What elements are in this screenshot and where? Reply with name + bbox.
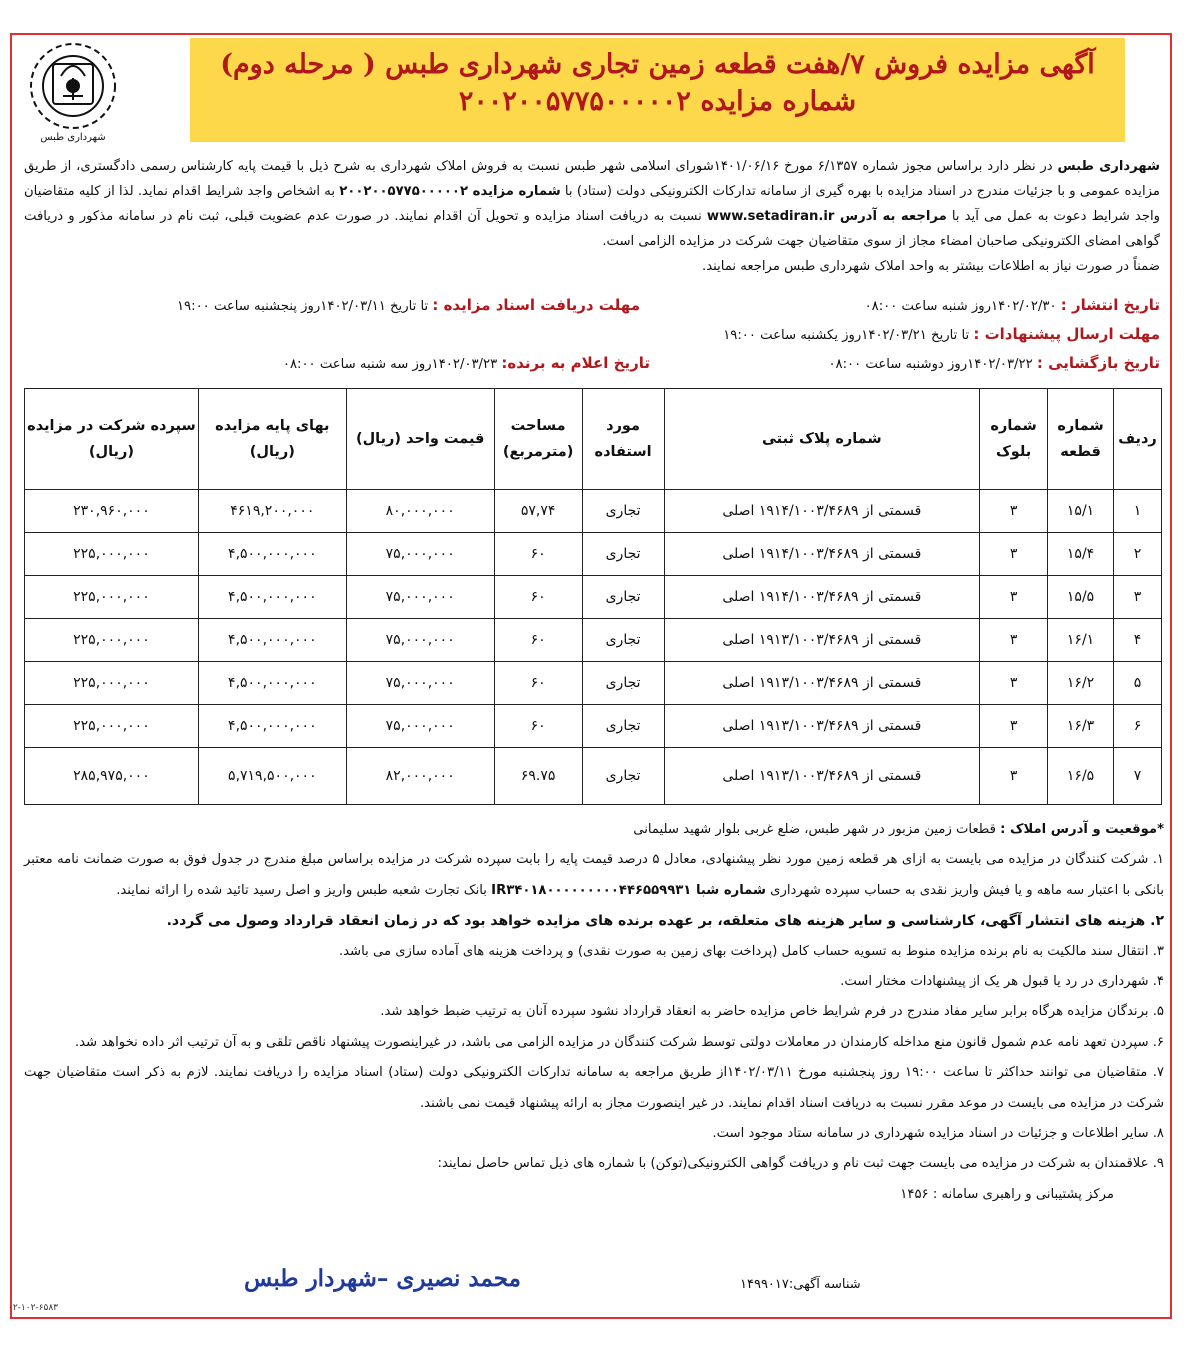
- col-header-deposit: سپرده شرکت در مزایده (ریال): [25, 389, 199, 490]
- location-label: *موقعیت و آدرس املاک :: [1000, 822, 1164, 837]
- cell-area: ۶۹.۷۵: [494, 748, 582, 805]
- condition-6: ۶. سپردن تعهد نامه عدم شمول قانون منع مداخله کارمندان در معاملات دولتی توسط شرکت کنندگان در مزایده الزامی می باشد، در غیراینصورت پیشنهاد ناقص تلقی و به آن ترتیب اثر داده نخواهد شد.: [74, 1034, 1164, 1050]
- submit-deadline-label: مهلت ارسال پیشنهادات :: [973, 325, 1160, 343]
- cell-usage: تجاری: [582, 576, 664, 619]
- cell-row-number: ۲: [1114, 533, 1162, 576]
- cell-area: ۶۰: [494, 619, 582, 662]
- cell-block-number: ۳: [980, 619, 1048, 662]
- cell-area: ۵۷,۷۴: [494, 490, 582, 533]
- support-center: مرکز پشتیبانی و راهبری سامانه : ۱۴۵۶: [900, 1186, 1114, 1202]
- submit-deadline-value: تا تاریخ ۱۴۰۲/۰۳/۲۱روز یکشنبه ساعت ۱۹:۰۰: [723, 328, 974, 343]
- cell-block-number: ۳: [980, 576, 1048, 619]
- cell-usage: تجاری: [582, 533, 664, 576]
- side-code: ۰۲-۱۰۲-۶۵۸۳: [8, 1303, 59, 1313]
- docs-deadline-value: تا تاریخ ۱۴۰۲/۰۳/۱۱روز پنجشنبه ساعت ۱۹:۰۰: [176, 299, 433, 314]
- cell-unit-price: ۸۰,۰۰۰,۰۰۰: [346, 490, 494, 533]
- cell-base-price: ۴,۵۰۰,۰۰۰,۰۰۰: [198, 662, 346, 705]
- cell-usage: تجاری: [582, 748, 664, 805]
- location-line: [24, 815, 1164, 845]
- cell-usage: تجاری: [582, 619, 664, 662]
- condition-3: ۳. انتقال سند مالکیت به نام برنده مزایده منوط به تسویه حساب کامل (پرداخت بهای زمین به صورت نقدی) و پرداخت هزینه های آماده سازی می باشد.: [338, 943, 1164, 959]
- title-banner: [190, 38, 1125, 142]
- cell-base-price: ۴,۵۰۰,۰۰۰,۰۰۰: [198, 576, 346, 619]
- cell-block-number: ۳: [980, 748, 1048, 805]
- sheba-number: شماره شبا IR۳۴۰۱۸۰۰۰۰۰۰۰۰۰۴۴۶۵۵۹۹۳۱: [491, 882, 766, 898]
- table-header-row: [25, 389, 1162, 490]
- cell-unit-price: ۸۲,۰۰۰,۰۰۰: [346, 748, 494, 805]
- cell-row-number: ۱: [1114, 490, 1162, 533]
- winner-date-label: تاریخ اعلام به برنده:: [501, 354, 650, 372]
- col-header-area: مساحت (مترمربع): [494, 389, 582, 490]
- cell-plate-number: قسمتی از ۱۹۱۳/۱۰۰۳/۴۶۸۹ اصلی: [664, 662, 980, 705]
- table-row: [25, 490, 1162, 533]
- cell-unit-price: ۷۵,۰۰۰,۰۰۰: [346, 705, 494, 748]
- cell-usage: تجاری: [582, 490, 664, 533]
- publish-date-value: ۱۴۰۲/۰۲/۳۰روز شنبه ساعت ۰۸:۰۰: [864, 299, 1061, 314]
- intro-paragraph: [24, 154, 1160, 279]
- cell-lot-number: ۱۶/۵: [1048, 748, 1114, 805]
- dates-section: [24, 296, 1160, 383]
- col-header-plate-number: شماره پلاک ثبتی: [664, 389, 980, 490]
- cell-deposit: ۲۲۵,۰۰۰,۰۰۰: [25, 705, 199, 748]
- intro-text-1: در نظر دارد براساس مجوز شماره ۶/۱۳۵۷ مورخ ۱۴۰۱/۰۶/۱۶شورای اسلامی شهر طبس نسبت به فروش املاک شهرداری به شرح ذیل با قیمت پایه کارشناس رسمی دادگستری، از طریق مزایده عمومی و با جزئیات مندرج در اسناد مزایده با بهره گیری از سامانه تدارکات الکترونیکی دولت (ستاد) با: [24, 159, 1160, 199]
- cell-base-price: ۵,۷۱۹,۵۰۰,۰۰۰: [198, 748, 346, 805]
- col-header-usage: مورد استفاده: [582, 389, 664, 490]
- intro-text-2: به اشخاص واجد شرایط اقدام نماید. لذا از کلیه متقاضیان واجد شرایط دعوت به عمل می آید با: [24, 184, 1161, 224]
- cell-deposit: ۲۲۵,۰۰۰,۰۰۰: [25, 662, 199, 705]
- cell-area: ۶۰: [494, 576, 582, 619]
- setad-website-link[interactable]: مراجعه به آدرس www.setadiran.ir: [706, 209, 947, 224]
- cell-base-price: ۴۶۱۹,۲۰۰,۰۰۰: [198, 490, 346, 533]
- table-row: [25, 662, 1162, 705]
- cell-base-price: ۴,۵۰۰,۰۰۰,۰۰۰: [198, 533, 346, 576]
- cell-plate-number: قسمتی از ۱۹۱۳/۱۰۰۳/۴۶۸۹ اصلی: [664, 748, 980, 805]
- condition-1: [24, 845, 1164, 906]
- cell-lot-number: ۱۶/۱: [1048, 619, 1114, 662]
- winner-date-value: ۱۴۰۲/۰۳/۲۳روز سه شنبه ساعت ۰۸:۰۰: [282, 357, 502, 372]
- cell-deposit: ۲۲۵,۰۰۰,۰۰۰: [25, 533, 199, 576]
- cell-usage: تجاری: [582, 705, 664, 748]
- cell-unit-price: ۷۵,۰۰۰,۰۰۰: [346, 619, 494, 662]
- ad-title: آگهی مزایده فروش ۷/هفت قطعه زمین تجاری شهرداری طبس ( مرحله دوم): [220, 49, 1095, 80]
- intro-text-3: نسبت به دریافت اسناد مزایده و تحویل آن اقدام نمایند. در صورت عدم عضویت قبلی، ثبت نام در سامانه مذکور و دریافت گواهی امضای الکترونیکی صاحبان امضاء مجاز از سوی متقاضیان جهت شرکت در مزایده الزامی است.: [24, 209, 1160, 249]
- cell-block-number: ۳: [980, 662, 1048, 705]
- condition-7: ۷. متقاضیان می توانند حداکثر تا ساعت ۱۹:۰۰ روز پنجشنبه مورخ ۱۴۰۲/۰۳/۱۱از طریق مراجعه به سامانه تدارکات الکترونیکی دولت (ستاد) اسناد مزایده را دریافت نمایند. لازم به ذکر است متقاضیان جهت شرکت در مزایده می بایست در موعد مقرر نسبت به دریافت اسناد اقدام نمایند. در غیر اینصورت مجاز به ارائه پیشنهاد قیمت نمی باشند.: [24, 1065, 1164, 1111]
- condition-5: ۵. برندگان مزایده هرگاه برابر سایر مفاد مندرج در فرم شرایط خاص مزایده حاضر به انعقاد قرارداد نشود سپرده آنان به ترتیب ضبط خواهد شد.: [380, 1004, 1164, 1020]
- cell-lot-number: ۱۵/۱: [1048, 490, 1114, 533]
- cell-deposit: ۲۸۵,۹۷۵,۰۰۰: [25, 748, 199, 805]
- intro-org: شهرداری طبس: [1057, 159, 1160, 174]
- ad-id: شناسه آگهی:۱۴۹۹۰۱۷: [740, 1277, 861, 1292]
- opening-date-value: ۱۴۰۲/۰۳/۲۲روز دوشنبه ساعت ۰۸:۰۰: [828, 357, 1037, 372]
- col-header-base-price: بهای پایه مزایده (ریال): [198, 389, 346, 490]
- cell-row-number: ۶: [1114, 705, 1162, 748]
- cell-deposit: ۲۳۰,۹۶۰,۰۰۰: [25, 490, 199, 533]
- condition-1-text-a: ۱. شرکت کنندگان در مزایده می بایست به ازای هر قطعه زمین مورد نظر پیشنهادی، معادل ۵ درصد قیمت پایه را بابت سپرده شرکت در مزایده براساس مبلغ مندرج در جدول فوق به صورت ضمانت نامه معتبر بانکی با اعتبار سه ماهه و یا فیش واریز نقدی به حساب سپرده شهرداری: [24, 852, 1165, 898]
- docs-deadline-label: مهلت دریافت اسناد مزایده :: [432, 296, 640, 314]
- cell-row-number: ۳: [1114, 576, 1162, 619]
- condition-8: ۸. سایر اطلاعات و جزئیات در اسناد مزایده شهرداری در سامانه ستاد موجود است.: [712, 1126, 1164, 1142]
- cell-deposit: ۲۲۵,۰۰۰,۰۰۰: [25, 619, 199, 662]
- cell-area: ۶۰: [494, 662, 582, 705]
- location-text: قطعات زمین مزبور در شهر طبس، ضلع غربی بلوار شهید سلیمانی: [633, 822, 1001, 837]
- col-header-unit-price: قیمت واحد (ریال): [346, 389, 494, 490]
- cell-lot-number: ۱۶/۳: [1048, 705, 1114, 748]
- cell-lot-number: ۱۶/۲: [1048, 662, 1114, 705]
- intro-bid-number: شماره مزایده ۲۰۰۲۰۰۵۷۷۵۰۰۰۰۰۲: [339, 184, 561, 199]
- docs-deadline: [177, 296, 640, 314]
- intro-text-4: ضمناً در صورت نیاز به اطلاعات بیشتر به واحد املاک شهرداری طبس مراجعه نمایند.: [702, 259, 1160, 274]
- winner-date: [283, 354, 650, 372]
- cell-block-number: ۳: [980, 490, 1048, 533]
- cell-base-price: ۴,۵۰۰,۰۰۰,۰۰۰: [198, 619, 346, 662]
- cell-lot-number: ۱۵/۴: [1048, 533, 1114, 576]
- table-row: [25, 748, 1162, 805]
- col-header-lot-number: شماره قطعه: [1048, 389, 1114, 490]
- cell-row-number: ۵: [1114, 662, 1162, 705]
- cell-unit-price: ۷۵,۰۰۰,۰۰۰: [346, 533, 494, 576]
- opening-date-label: تاریخ بازگشایی :: [1036, 354, 1160, 372]
- cell-deposit: ۲۲۵,۰۰۰,۰۰۰: [25, 576, 199, 619]
- auction-number: شماره مزایده ۲۰۰۲۰۰۵۷۷۵۰۰۰۰۰۲: [458, 86, 857, 117]
- table-row: [25, 619, 1162, 662]
- table-row: [25, 705, 1162, 748]
- mayor-signature: محمد نصیری –شهردار طبس: [244, 1265, 521, 1292]
- cell-block-number: ۳: [980, 533, 1048, 576]
- lots-table: [24, 388, 1162, 805]
- cell-plate-number: قسمتی از ۱۹۱۳/۱۰۰۳/۴۶۸۹ اصلی: [664, 619, 980, 662]
- condition-4: ۴. شهرداری در رد یا قبول هر یک از پیشنهادات مختار است.: [840, 974, 1164, 990]
- cell-lot-number: ۱۵/۵: [1048, 576, 1114, 619]
- conditions-section: [24, 815, 1164, 1210]
- logo-caption: شهرداری طبس: [40, 132, 106, 143]
- cell-row-number: ۷: [1114, 748, 1162, 805]
- cell-plate-number: قسمتی از ۱۹۱۴/۱۰۰۳/۴۶۸۹ اصلی: [664, 490, 980, 533]
- col-header-block-number: شماره بلوک: [980, 389, 1048, 490]
- condition-1-text-b: بانک تجارت شعبه طبس واریز و اصل رسید تائید شده را ارائه نمایند.: [116, 882, 492, 898]
- publish-date-label: تاریخ انتشار :: [1060, 296, 1160, 314]
- cell-base-price: ۴,۵۰۰,۰۰۰,۰۰۰: [198, 705, 346, 748]
- cell-unit-price: ۷۵,۰۰۰,۰۰۰: [346, 576, 494, 619]
- cell-plate-number: قسمتی از ۱۹۱۳/۱۰۰۳/۴۶۸۹ اصلی: [664, 705, 980, 748]
- cell-plate-number: قسمتی از ۱۹۱۴/۱۰۰۳/۴۶۸۹ اصلی: [664, 576, 980, 619]
- cell-area: ۶۰: [494, 533, 582, 576]
- table-row: [25, 533, 1162, 576]
- cell-block-number: ۳: [980, 705, 1048, 748]
- cell-usage: تجاری: [582, 662, 664, 705]
- cell-row-number: ۴: [1114, 619, 1162, 662]
- cell-unit-price: ۷۵,۰۰۰,۰۰۰: [346, 662, 494, 705]
- condition-2: ۲. هزینه های انتشار آگهی، کارشناسی و سایر هزینه های متعلقه، بر عهده برنده های مزایده خواهد بود که در زمان انعقاد قرارداد وصول می گردد.: [166, 913, 1164, 930]
- table-row: [25, 576, 1162, 619]
- opening-date: [828, 354, 1160, 372]
- col-header-row-number: ردیف: [1114, 389, 1162, 490]
- cell-area: ۶۰: [494, 705, 582, 748]
- publish-date: [865, 296, 1160, 314]
- submit-deadline: [723, 325, 1160, 343]
- cell-plate-number: قسمتی از ۱۹۱۴/۱۰۰۳/۴۶۸۹ اصلی: [664, 533, 980, 576]
- condition-9: ۹. علاقمندان به شرکت در مزایده می بایست جهت ثبت نام و دریافت گواهی الکترونیکی(توکن) با شماره های ذیل تماس حاصل نمایند:: [437, 1156, 1164, 1172]
